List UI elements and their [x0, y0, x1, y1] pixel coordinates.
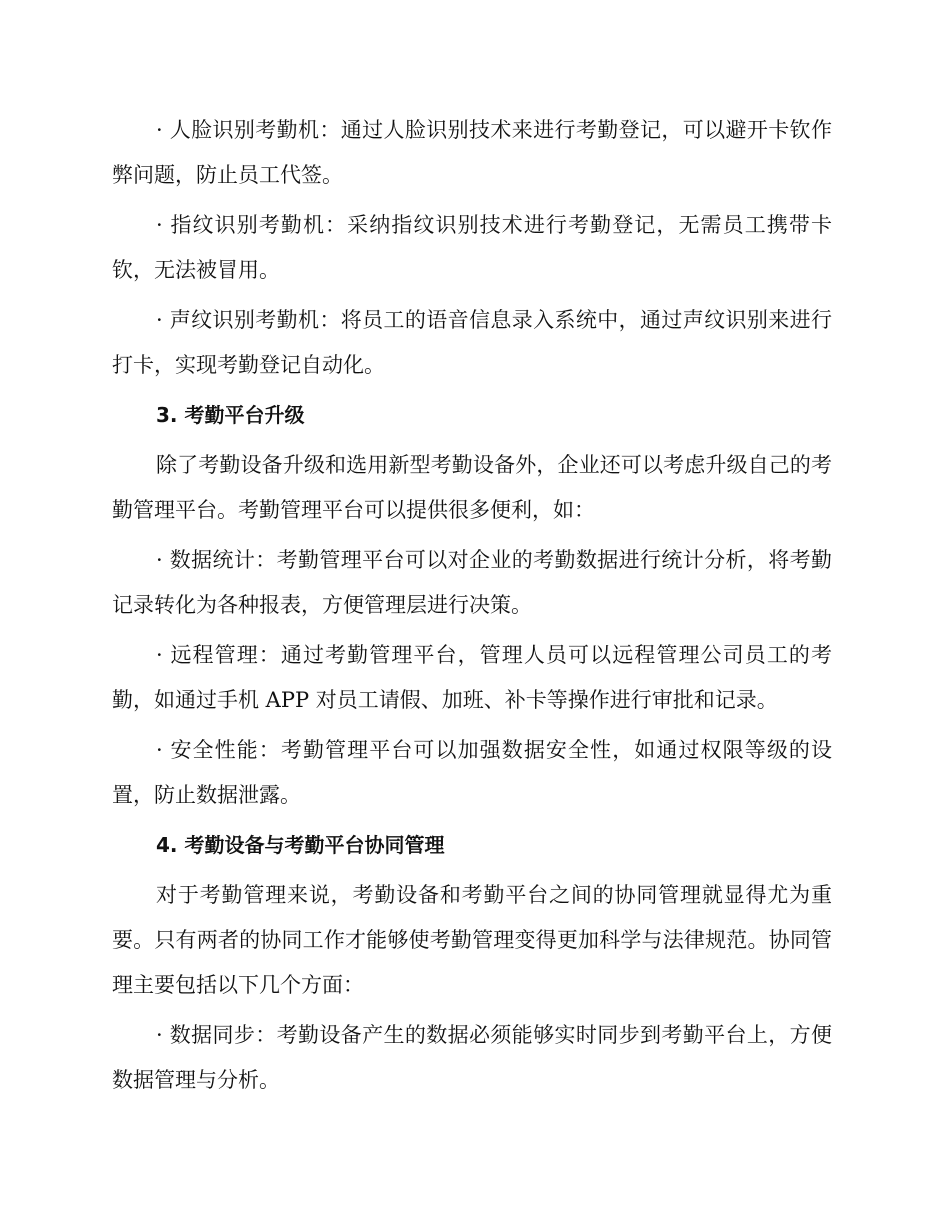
- section-heading-3: 3. 考勤平台升级: [156, 403, 305, 427]
- bullet-face-recognition: · 人脸识别考勤机：通过人脸识别技术来进行考勤登记，可以避开卡钦作弊问题，防止员工代签。: [112, 118, 832, 187]
- bullet-data-sync: · 数据同步：考勤设备产生的数据必须能够实时同步到考勤平台上，方便数据管理与分析。: [112, 1023, 832, 1092]
- paragraph-coordination-intro: 对于考勤管理来说，考勤设备和考勤平台之间的协同管理就显得尤为重要。只有两者的协同工作才能够使考勤管理变得更加科学与法律规范。协同管理主要包括以下几个方面：: [112, 883, 832, 997]
- document-body: [112, 108, 832, 1108]
- bullet-security: · 安全性能：考勤管理平台可以加强数据安全性，如通过权限等级的设置，防止数据泄露。: [112, 738, 832, 807]
- bullet-remote-management: · 远程管理：通过考勤管理平台，管理人员可以远程管理公司员工的考勤，如通过手机 APP 对员工请假、加班、补卡等操作进行审批和记录。: [112, 643, 832, 712]
- paragraph-platform-intro: 除了考勤设备升级和选用新型考勤设备外，企业还可以考虑升级自己的考勤管理平台。考勤管理平台可以提供很多便利，如：: [112, 453, 832, 522]
- bullet-voiceprint: · 声纹识别考勤机：将员工的语音信息录入系统中，通过声纹识别来进行打卡，实现考勤登记自动化。: [112, 308, 832, 377]
- bullet-data-statistics: · 数据统计：考勤管理平台可以对企业的考勤数据进行统计分析，将考勤记录转化为各种报表，方便管理层进行决策。: [112, 548, 832, 617]
- bullet-fingerprint: · 指纹识别考勤机：采纳指纹识别技术进行考勤登记，无需员工携带卡钦，无法被冒用。: [112, 213, 832, 282]
- section-heading-4: 4. 考勤设备与考勤平台协同管理: [156, 833, 445, 857]
